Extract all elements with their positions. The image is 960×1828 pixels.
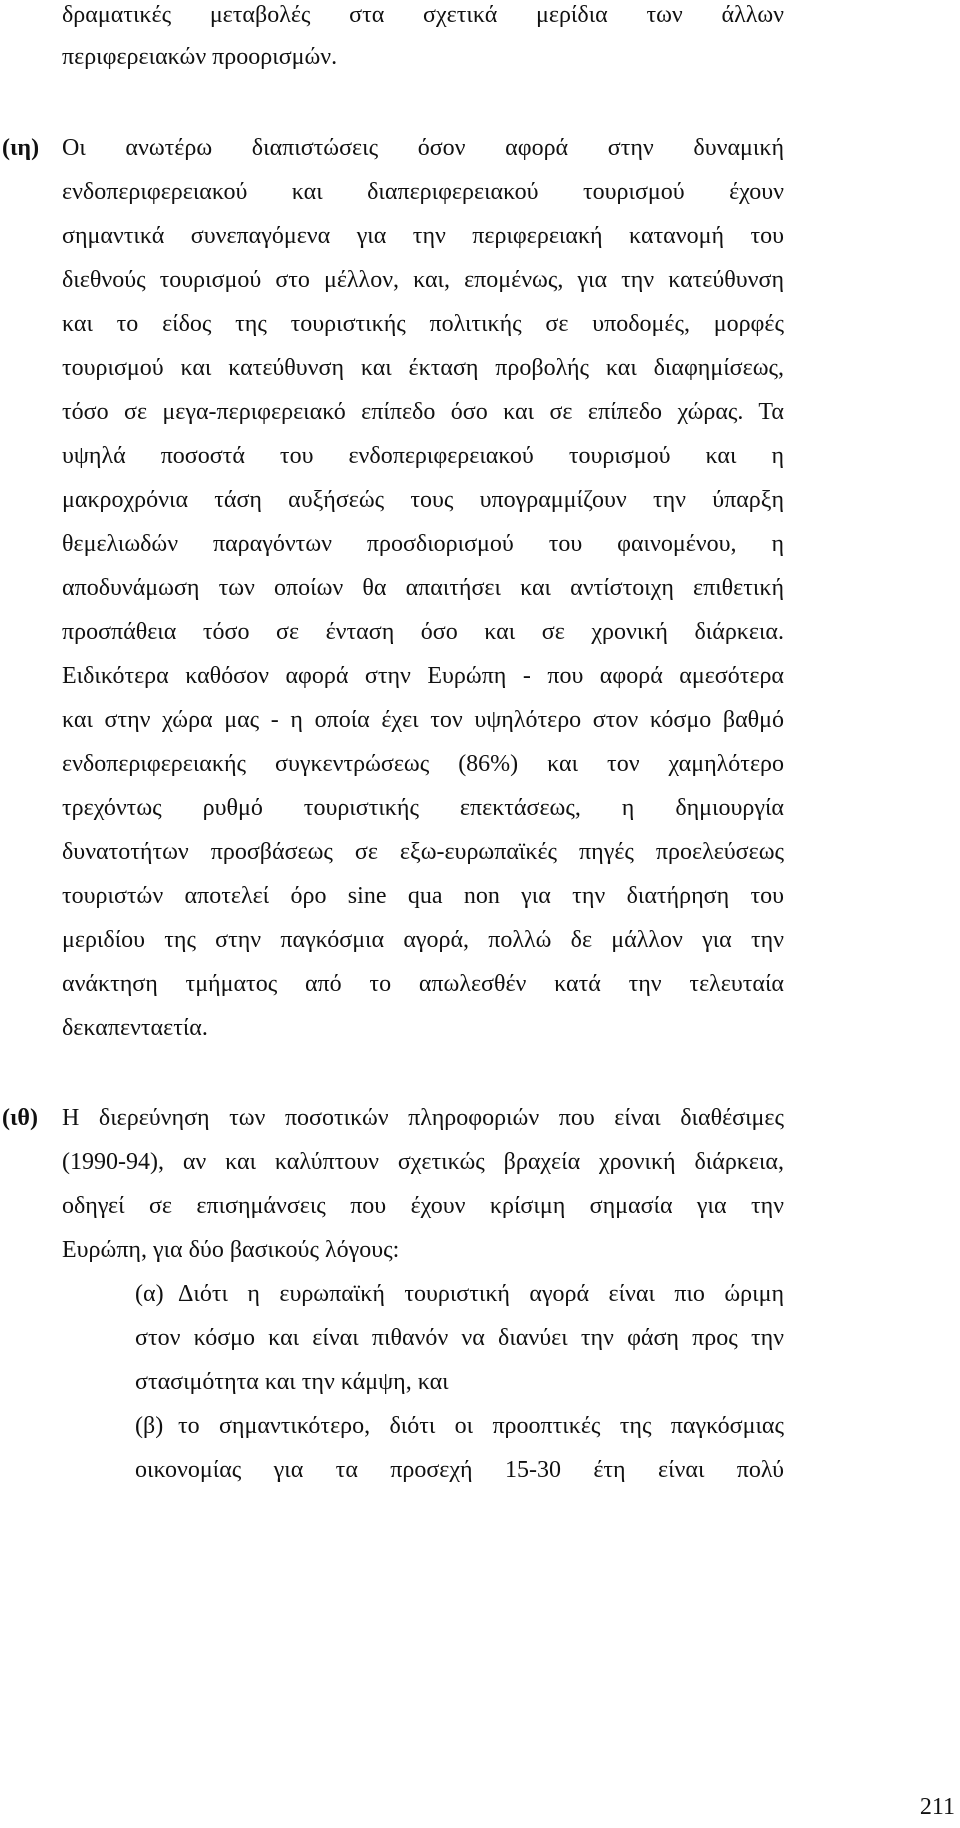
paragraph-line: σημαντικά συνεπαγόμενα για την περιφερειακή κατανομή του bbox=[62, 223, 784, 249]
paragraph-line: Ευρώπη, για δύο βασικούς λόγους: bbox=[62, 1237, 400, 1263]
list-item-line: στον κόσμο και είναι πιθανόν να διανύει την φάση προς την bbox=[135, 1325, 784, 1351]
section-marker-ie: (ιη) bbox=[2, 135, 40, 161]
paragraph-line: ενδοπεριφερειακής συγκεντρώσεως (86%) και τον χαμηλότερο bbox=[62, 751, 784, 777]
paragraph-line: τρεχόντως ρυθμό τουριστικής επεκτάσεως, η δημιουργία bbox=[62, 795, 784, 821]
paragraph-line: υψηλά ποσοστά του ενδοπεριφερειακού τουρισμού και η bbox=[62, 443, 784, 469]
intro-line-1: δραματικές μεταβολές στα σχετικά μερίδια των άλλων bbox=[62, 2, 784, 28]
list-item-line: Διότι η ευρωπαϊκή τουριστική αγορά είναι πιο ώριμη bbox=[178, 1281, 784, 1307]
paragraph-line: Η διερεύνηση των ποσοτικών πληροφοριών που είναι διαθέσιμες bbox=[62, 1105, 784, 1131]
paragraph-line: τόσο σε μεγα-περιφερειακό επίπεδο όσο και σε επίπεδο χώρας. Τα bbox=[62, 399, 784, 425]
paragraph-line: αποδυνάμωση των οποίων θα απαιτήσει και αντίστοιχη επιθετική bbox=[62, 575, 784, 601]
paragraph-line: και στην χώρα μας - η οποία έχει τον υψηλότερο στον κόσμο βαθμό bbox=[62, 707, 784, 733]
paragraph-line: μακροχρόνια τάση αυξήσεώς τους υπογραμμίζουν την ύπαρξη bbox=[62, 487, 784, 513]
list-item-line: στασιμότητα και την κάμψη, και bbox=[135, 1369, 449, 1395]
intro-line-2: περιφερειακών προορισμών. bbox=[62, 44, 338, 70]
paragraph-line: (1990-94), αν και καλύπτουν σχετικώς βραχεία χρονική διάρκεια, bbox=[62, 1149, 784, 1175]
paragraph-line: δεκαπενταετία. bbox=[62, 1015, 208, 1041]
list-item-line: το σημαντικότερο, διότι οι προοπτικές της παγκόσμιας bbox=[178, 1413, 784, 1439]
paragraph-line: θεμελιωδών παραγόντων προσδιορισμού του φαινομένου, η bbox=[62, 531, 784, 557]
paragraph-line: τουριστών αποτελεί όρο sine qua non για την διατήρηση του bbox=[62, 883, 784, 909]
paragraph-line: Ειδικότερα καθόσον αφορά στην Ευρώπη - που αφορά αμεσότερα bbox=[62, 663, 784, 689]
paragraph-line: προσπάθεια τόσο σε ένταση όσο και σε χρονική διάρκεια. bbox=[62, 619, 784, 645]
page-number: 211 bbox=[919, 1794, 955, 1820]
paragraph-line: Οι ανωτέρω διαπιστώσεις όσον αφορά στην δυναμική bbox=[62, 135, 784, 161]
paragraph-line: τουρισμού και κατεύθυνση και έκταση προβολής και διαφημίσεως, bbox=[62, 355, 784, 381]
paragraph-line: ενδοπεριφερειακού και διαπεριφερειακού τουρισμού έχουν bbox=[62, 179, 784, 205]
section-marker-ith: (ιθ) bbox=[2, 1105, 38, 1131]
paragraph-line: δυνατοτήτων προσβάσεως σε εξω-ευρωπαϊκές πηγές προελεύσεως bbox=[62, 839, 784, 865]
list-item-line: οικονομίας για τα προσεχή 15-30 έτη είναι πολύ bbox=[135, 1457, 784, 1483]
paragraph-line: και το είδος της τουριστικής πολιτικής σε υποδομές, μορφές bbox=[62, 311, 784, 337]
paragraph-line: διεθνούς τουρισμού στο μέλλον, και, επομένως, για την κατεύθυνση bbox=[62, 267, 784, 293]
paragraph-line: μεριδίου της στην παγκόσμια αγορά, πολλώ δε μάλλον για την bbox=[62, 927, 784, 953]
list-item-label-a: (α) bbox=[135, 1281, 164, 1307]
list-item-label-b: (β) bbox=[135, 1413, 164, 1439]
paragraph-line: οδηγεί σε επισημάνσεις που έχουν κρίσιμη σημασία για την bbox=[62, 1193, 784, 1219]
paragraph-line: ανάκτηση τμήματος από το απωλεσθέν κατά την τελευταία bbox=[62, 971, 784, 997]
